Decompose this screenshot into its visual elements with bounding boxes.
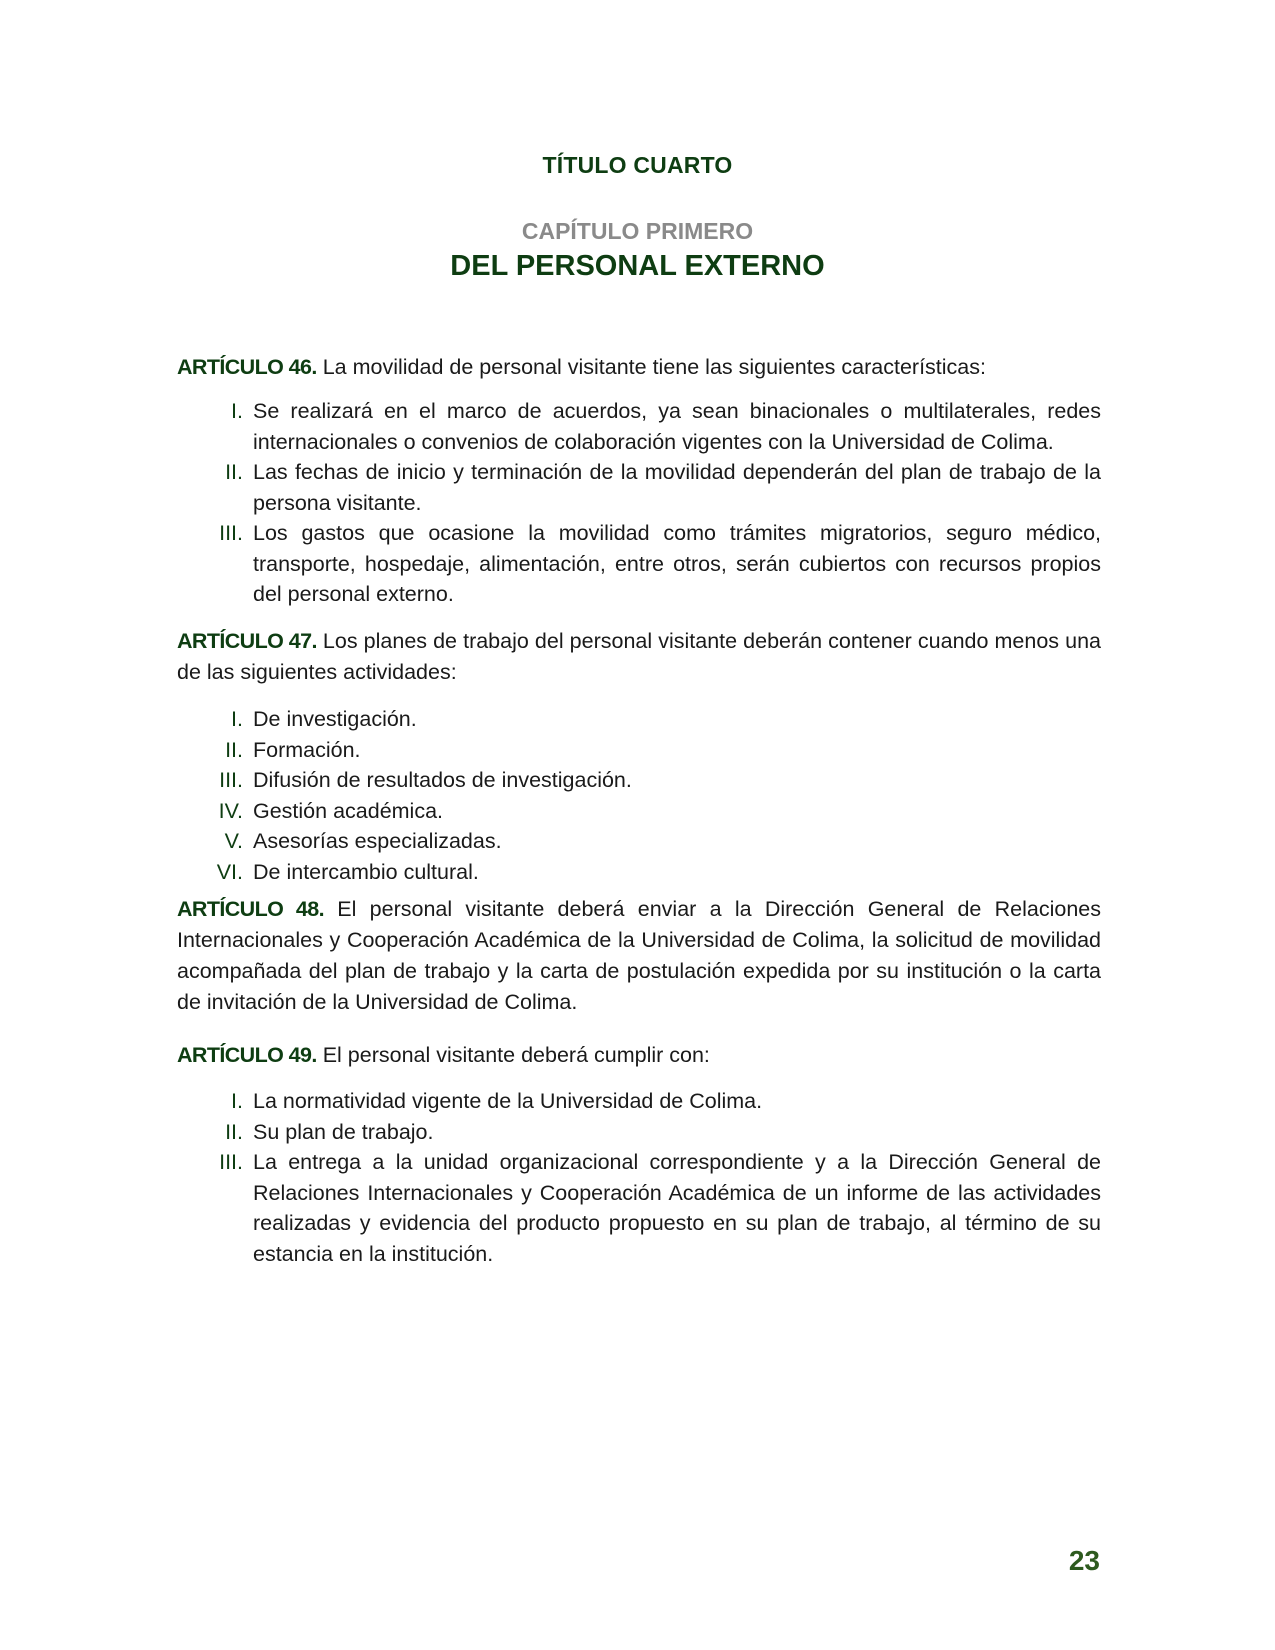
article-49-list [177,1086,1101,1269]
list-item [177,457,1101,518]
list-number: II. [225,460,243,484]
chapter-name: DEL PERSONAL EXTERNO [450,250,825,282]
list-item [177,857,1101,888]
article-label: ARTÍCULO 47. [177,629,317,653]
list-item [177,826,1101,857]
list-number: III. [219,1150,243,1174]
list-text: Gestión académica. [253,798,444,823]
list-number: II. [225,1119,243,1144]
article-46-list [177,396,1101,610]
article-47-intro [177,626,1101,688]
article-text: La movilidad de personal visitante tiene las siguientes características: [316,355,986,379]
list-number: I. [231,1089,243,1113]
list-number: II. [225,737,243,762]
article-49-intro [177,1040,1101,1071]
list-item [177,1117,1101,1148]
article-text: El personal visitante deberá enviar a la Dirección General de Relaciones Internacionales y Cooperación Académica de la Universidad de Colima, la solicitud de movilidad acompañada del plan de trabajo y la carta de postulación expedida por su institución o la carta de invitación de la Universidad de Colima. [177,897,1101,1014]
chapter-heading: CAPÍTULO PRIMERO [521,218,754,244]
list-item [177,796,1101,827]
article-label: ARTÍCULO 48. [177,897,325,921]
list-item [177,704,1101,735]
list-item [177,765,1101,796]
list-item [177,735,1101,766]
list-text: De investigación. [253,707,417,731]
list-number: V. [224,829,243,853]
article-label: ARTÍCULO 49. [177,1043,317,1067]
list-text: Se realizará en el marco de acuerdos, ya sean binacionales o multilaterales, redes internacionales o convenios de colaboración vigentes con la Universidad de Colima. [253,399,1101,454]
title-heading: TÍTULO CUARTO [542,152,733,178]
list-text: Su plan de trabajo. [253,1119,434,1144]
page-number: 23 [1068,1545,1100,1576]
list-item [177,1147,1101,1269]
list-text: La normatividad vigente de la Universidad de Colima. [253,1089,763,1113]
list-number: IV. [218,798,243,823]
list-item [177,518,1101,610]
list-number: VI. [216,859,243,884]
list-text: Las fechas de inicio y terminación de la movilidad dependerán del plan de trabajo de la persona visitante. [253,460,1101,515]
article-46-intro [177,352,1101,383]
list-item [177,396,1101,457]
list-number: I. [231,399,243,423]
article-text: El personal visitante deberá cumplir con: [316,1043,710,1067]
list-number: III. [219,768,243,792]
list-text: De intercambio cultural. [253,859,479,884]
article-47-list [177,704,1101,887]
list-text: La entrega a la unidad organizacional correspondiente y a la Dirección General de Relaciones Internacionales y Cooperación Académica de un informe de las actividades realizadas y evidencia del producto propuesto en su plan de trabajo, al término de su estancia en la institución. [253,1150,1101,1266]
list-text: Los gastos que ocasione la movilidad como trámites migratorios, seguro médico, transporte, hospedaje, alimentación, entre otros, serán cubiertos con recursos propios del personal externo. [253,521,1101,606]
article-text: Los planes de trabajo del personal visitante deberán contener cuando menos una de las siguientes actividades: [177,629,1102,684]
list-number: I. [231,707,243,731]
list-text: Difusión de resultados de investigación. [253,768,632,792]
article-48 [177,894,1101,1018]
list-item [177,1086,1101,1117]
list-text: Formación. [253,737,361,762]
list-number: III. [219,521,243,545]
list-text: Asesorías especializadas. [253,829,502,853]
article-label: ARTÍCULO 46. [177,355,317,379]
